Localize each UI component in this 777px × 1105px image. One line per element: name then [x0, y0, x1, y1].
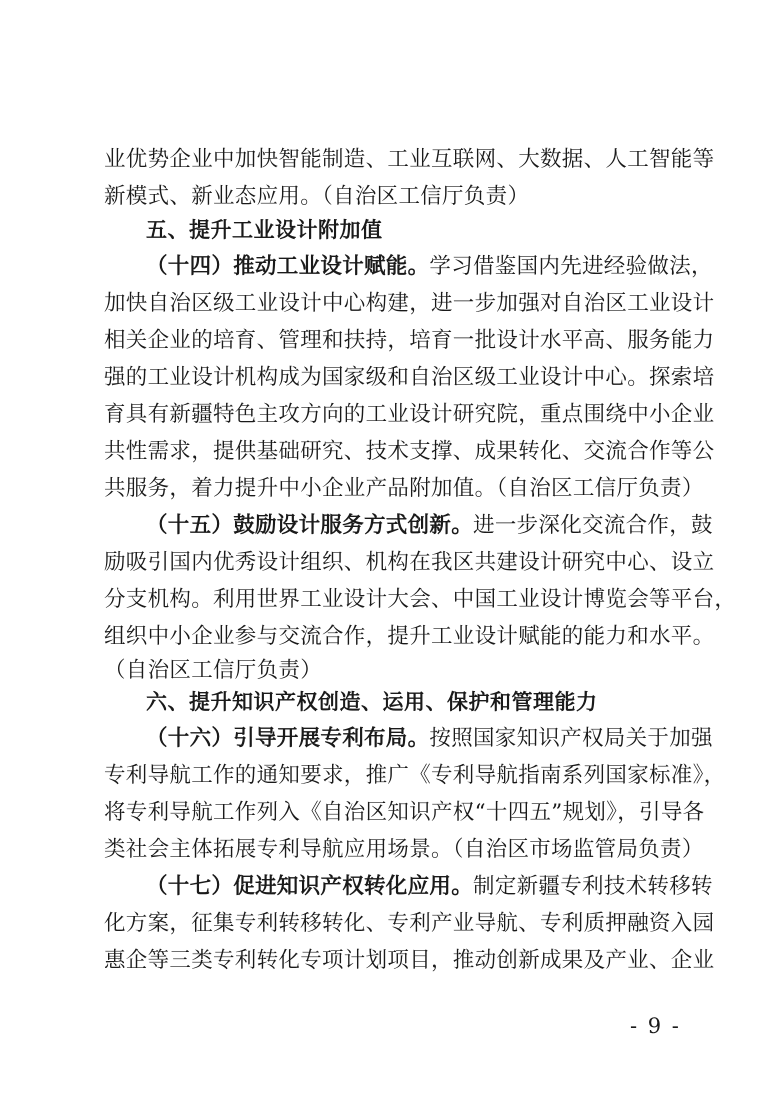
section-heading-6: 六、提升知识产权创造、运用、保护和管理能力 [146, 690, 598, 714]
text-line: 励吸引国内优秀设计组织、机构在我区共建设计研究中心、设立 [104, 550, 715, 575]
text-line: 惠企等三类专利转化专项计划项目，推动创新成果及产业、企业 [104, 948, 715, 973]
text-line: 进一步深化交流合作，鼓 [473, 513, 713, 538]
paragraph-14-first-line [146, 251, 713, 283]
text-line: 共性需求，提供基础研究、技术支撑、成果转化、交流合作等公 [104, 439, 715, 464]
text-line: 学习借鉴国内先进经验做法， [429, 254, 713, 279]
text-line: （自治区工信厅负责） [104, 658, 323, 683]
text-line: 专利导航工作的通知要求，推广《专利导航指南系列国家标准》， [104, 763, 726, 788]
paragraph-16-first-line [146, 723, 713, 755]
text-line: 新模式、新业态应用。（自治区工信厅负责） [104, 184, 530, 209]
text-line: 类社会主体拓展专利导航应用场景。（自治区市场监管局负责） [104, 837, 704, 862]
text-line: 分支机构。利用世界工业设计大会、中国工业设计博览会等平台， [104, 587, 737, 612]
page-number: - 9 - [630, 1014, 681, 1038]
text-line: 按照国家知识产权局关于加强 [429, 726, 713, 751]
paragraph-17-first-line [146, 871, 713, 903]
text-line: 共服务，着力提升中小企业产品附加值。（自治区工信厅负责） [104, 476, 704, 501]
text-line: 强的工业设计机构成为国家级和自治区级工业设计中心。探索培 [104, 365, 715, 390]
section-heading-5: 五、提升工业设计附加值 [146, 218, 383, 242]
paragraph-14-title: （十四）推动工业设计赋能。 [146, 254, 430, 279]
paragraph-16-title: （十六）引导开展专利布局。 [146, 726, 430, 751]
text-line: 业优势企业中加快智能制造、工业互联网、大数据、人工智能等 [104, 147, 715, 172]
text-line: 化方案，征集专利转移转化、专利产业导航、专利质押融资入园 [104, 911, 715, 936]
text-line: 制定新疆专利技术转移转 [473, 874, 713, 899]
paragraph-15-first-line [146, 510, 713, 542]
paragraph-17-title: （十七）促进知识产权转化应用。 [146, 874, 474, 899]
text-line: 加快自治区级工业设计中心构建，进一步加强对自治区工业设计 [104, 291, 715, 316]
text-line: 相关企业的培育、管理和扶持，培育一批设计水平高、服务能力 [104, 328, 715, 353]
paragraph-15-title: （十五）鼓励设计服务方式创新。 [146, 513, 474, 538]
text-line: 将专利导航工作列入《自治区知识产权“十四五”规划》，引导各 [104, 800, 705, 825]
text-line: 育具有新疆特色主攻方向的工业设计研究院，重点围绕中小企业 [104, 402, 715, 427]
text-line: 组织中小企业参与交流合作，提升工业设计赋能的能力和水平。 [104, 624, 715, 649]
